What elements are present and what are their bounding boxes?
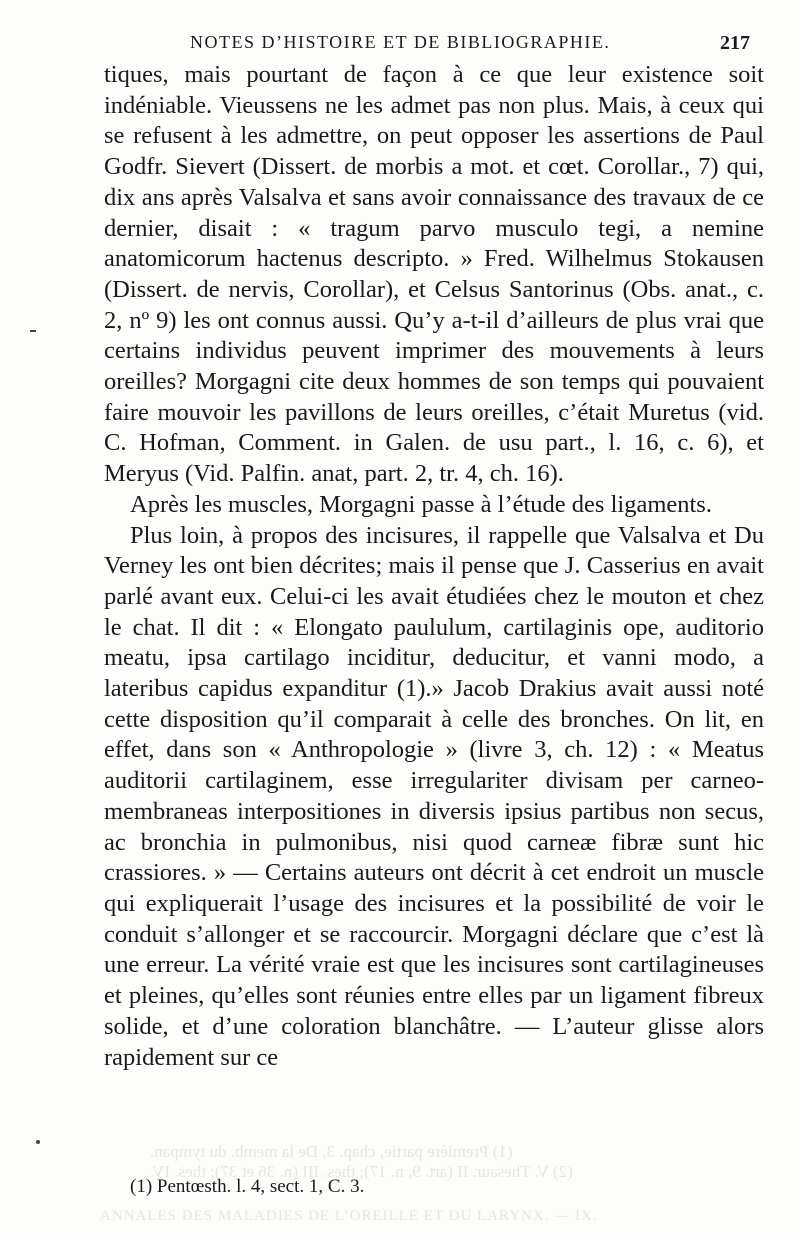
body-text — [104, 60, 764, 1073]
running-title: NOTES D’HISTOIRE ET DE BIBLIOGRAPHIE. — [190, 32, 611, 52]
running-head — [190, 32, 750, 62]
page-number: 217 — [720, 32, 750, 54]
footnote: (1) Pentœsth. l. 4, sect. 1, C. 3. — [130, 1176, 365, 1197]
bleed-through-line: ANNALES DES MALADIES DE L’OREILLE ET DU LARYNX. — IX. — [100, 1208, 598, 1224]
paragraph: Après les muscles, Morgagni passe à l’étude des ligaments. — [130, 490, 712, 518]
margin-speck — [36, 1140, 40, 1144]
bleed-through-line: (2) V. Thesaur. II (art. 9, n. 17); thes. III (n. 36 et 37); thes. IV. — [150, 1162, 573, 1181]
bleed-through-line: (1) Première partie, chap. 3, De la memb. du tympan. — [150, 1142, 513, 1161]
margin-speck — [30, 330, 36, 332]
paragraph: Plus loin, à propos des incisures, il rappelle que Valsalva et Du Verney les ont bien décrites; mais il pense que J. Casserius en avait parlé avant eux. Celui-ci les avait étudiées chez le mouton et chez le chat. Il dit : « Elongato paululum, cartilaginis ope, auditorio meatu, ipsa cartilago inciditur, deducitur, et vanni modo, a lateribus capidus expanditur (1).» Jacob Drakius avait aussi noté cette disposition qu’il comparait à celle des bronches. On lit, en effet, dans son « Anthropologie » (livre 3, ch. 12) : « Meatus auditorii cartilaginem, esse irregulariter divisam per carneo-membraneas interpositiones in diversis ipsius partibus non secus, ac bronchia in pulmonibus, nisi quod carneæ fibræ sunt hic crassiores. » — Certains auteurs ont décrit à cet endroit un muscle qui expliquerait l’usage des incisures et la possibilité de voir le conduit s’allonger et se raccourcir. Morgagni déclare que c’est là une erreur. La vérité vraie est que les incisures sont cartilagineuses et pleines, qu’elles sont réunies entre elles par un ligament fibreux solide, et d’une coloration blanchâtre. — L’auteur glisse alors rapidement sur ce — [104, 521, 764, 1071]
paragraph: tiques, mais pourtant de façon à ce que leur existence soit indéniable. Vieussens ne les admet pas non plus. Mais, à ceux qui se refusent à les admettre, on peut opposer les assertions de Paul Godfr. Sievert (Dissert. de morbis a mot. et cœt. Corollar., 7) qui, dix ans après Valsalva et sans avoir connaissance des travaux de ce dernier, disait : « tragum parvo musculo tegi, a nemine anatomicorum hactenus descripto. » Fred. Wilhelmus Stokausen (Dissert. de nervis, Corollar), et Celsus Santorinus (Obs. anat., c. 2, nº 9) les ont connus aussi. Qu’y a-t-il d’ailleurs de plus vrai que certains individus peuvent imprimer des mouvements à leurs oreilles? Morgagni cite deux hommes de son temps qui pouvaient faire mouvoir les pavillons de leurs oreilles, c’était Muretus (vid. C. Hofman, Comment. in Galen. de usu part., l. 16, c. 6), et Meryus (Vid. Palfin. anat, part. 2, tr. 4, ch. 16). — [104, 61, 764, 488]
